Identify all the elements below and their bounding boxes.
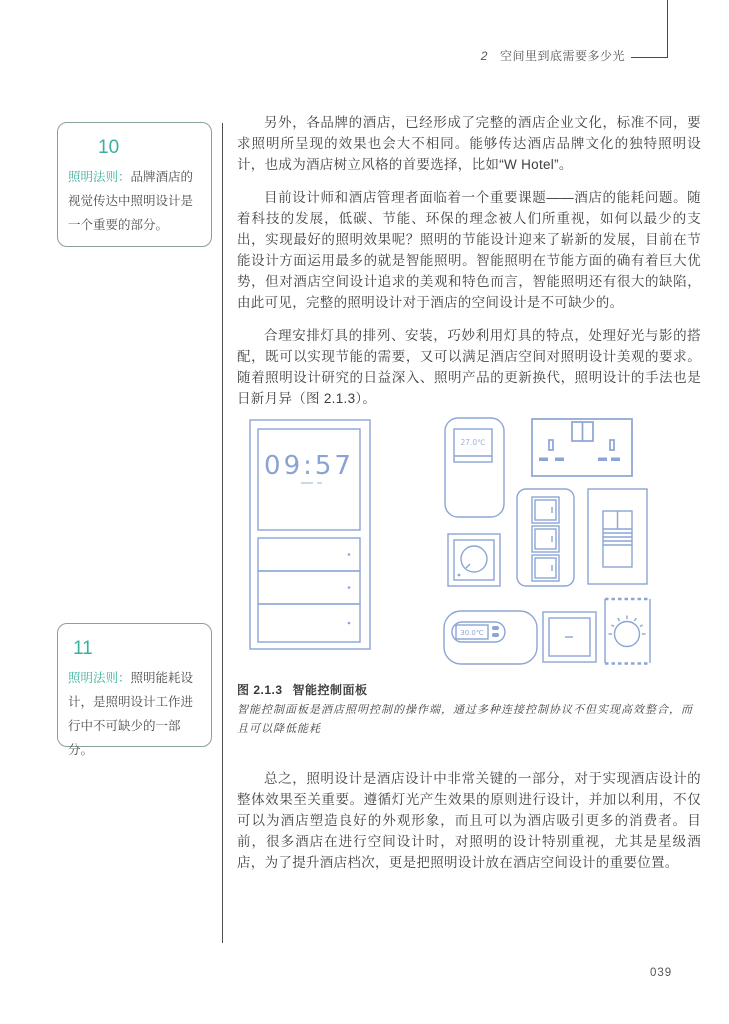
chapter-title: 空间里到底需要多少光 bbox=[499, 49, 625, 63]
figure-caption bbox=[237, 681, 701, 698]
rule-box-10 bbox=[57, 122, 212, 247]
paragraph-3: 合理安排灯具的排列、安装，巧妙利用灯具的特点，处理好光与影的搭配，既可以实现节能的需要，又可以满足酒店空间对照明设计美观的要求。随着照明设计研究的日益深入、照明产品的更新换代，照明设计的手法也是日新月异（图 2.1.3）。 bbox=[237, 328, 701, 406]
rule-text-11 bbox=[68, 666, 201, 762]
header-corner-line bbox=[631, 0, 668, 58]
dimmer-panel bbox=[588, 489, 647, 584]
oval-thermostat-display: 30.0℃ bbox=[460, 629, 484, 637]
figure-caption-label: 图 2.1.3 bbox=[237, 683, 283, 697]
rule-label-11: 照明法则： bbox=[68, 671, 131, 685]
paragraph-4: 总之，照明设计是酒店设计中非常关键的一部分，对于实现酒店设计的整体效果至关重要。遵循灯光产生效果的原则进行设计，并加以利用，不仅可以为酒店塑造良好的外观形象，而且可以为酒店吸引更多的消费者。目前，很多酒店在进行空间设计时，对照明的设计特别重视，尤其是星级酒店，为了提升酒店档次，更是把照明设计放在酒店空间设计的重要位置。 bbox=[237, 771, 701, 870]
rule-text-10 bbox=[68, 165, 201, 237]
chapter-number: 2 bbox=[480, 49, 488, 63]
chapter-header bbox=[397, 47, 625, 64]
dial-knob-panel bbox=[448, 534, 500, 586]
rule-label-10: 照明法则： bbox=[68, 170, 131, 184]
oval-thermostat-panel bbox=[444, 611, 537, 664]
clock-display: 09:57 bbox=[264, 451, 354, 481]
vertical-divider bbox=[222, 123, 223, 943]
clock-sub-label bbox=[301, 482, 313, 484]
paragraph-1: 另外，各品牌的酒店，已经形成了完整的酒店企业文化，标准不同，要求照明所呈现的效果也会大不相同。能够传达酒店品牌文化的独特照明设计，也成为酒店树立风格的首要选择，比如“W Hotel”。 bbox=[237, 115, 701, 172]
figure-smart-control-panels bbox=[239, 412, 699, 674]
paragraph-2: 目前设计师和酒店管理者面临着一个重要课题——酒店的能耗问题。随着科技的发展，低碳、节能、环保的理念被人们所重视，如何以最少的支出，实现最好的照明效果呢？照明的节能设计迎来了崭新的发展，目前在节能设计方面运用最多的就是智能照明。智能照明在节能方面的确有着巨大优势，但对酒店空间设计追求的美观和特色而言，智能照明还有很大的缺陷，由此可见，完整的照明设计对于酒店的空间设计是不可缺少的。 bbox=[237, 190, 701, 310]
three-gang-switch-panel bbox=[517, 489, 574, 586]
rule-number-10: 10 bbox=[98, 137, 120, 158]
rule-number-11: 11 bbox=[73, 638, 93, 659]
figure-annotation: 智能控制面板是酒店照明控制的操作端，通过多种连接控制协议不但实现高效整合，而且可以降低能耗 bbox=[237, 703, 693, 735]
main-content bbox=[237, 112, 701, 873]
thermostat-panel bbox=[445, 418, 504, 517]
rule-body-11: 照明能耗设计，是照明设计工作进行中不可缺少的一部分。 bbox=[68, 671, 194, 757]
single-switch-panel bbox=[543, 612, 596, 662]
page-number: 039 bbox=[650, 967, 673, 979]
socket-panel bbox=[532, 419, 632, 476]
rule-box-11 bbox=[57, 623, 212, 757]
rule-body-10: 品牌酒店的视觉传达中照明设计是一个重要的部分。 bbox=[68, 170, 194, 232]
rotary-dimmer-panel bbox=[605, 599, 650, 664]
clock-panel bbox=[250, 420, 370, 649]
figure-caption-title: 智能控制面板 bbox=[292, 683, 368, 697]
thermostat-display: 27.0℃ bbox=[460, 438, 486, 447]
